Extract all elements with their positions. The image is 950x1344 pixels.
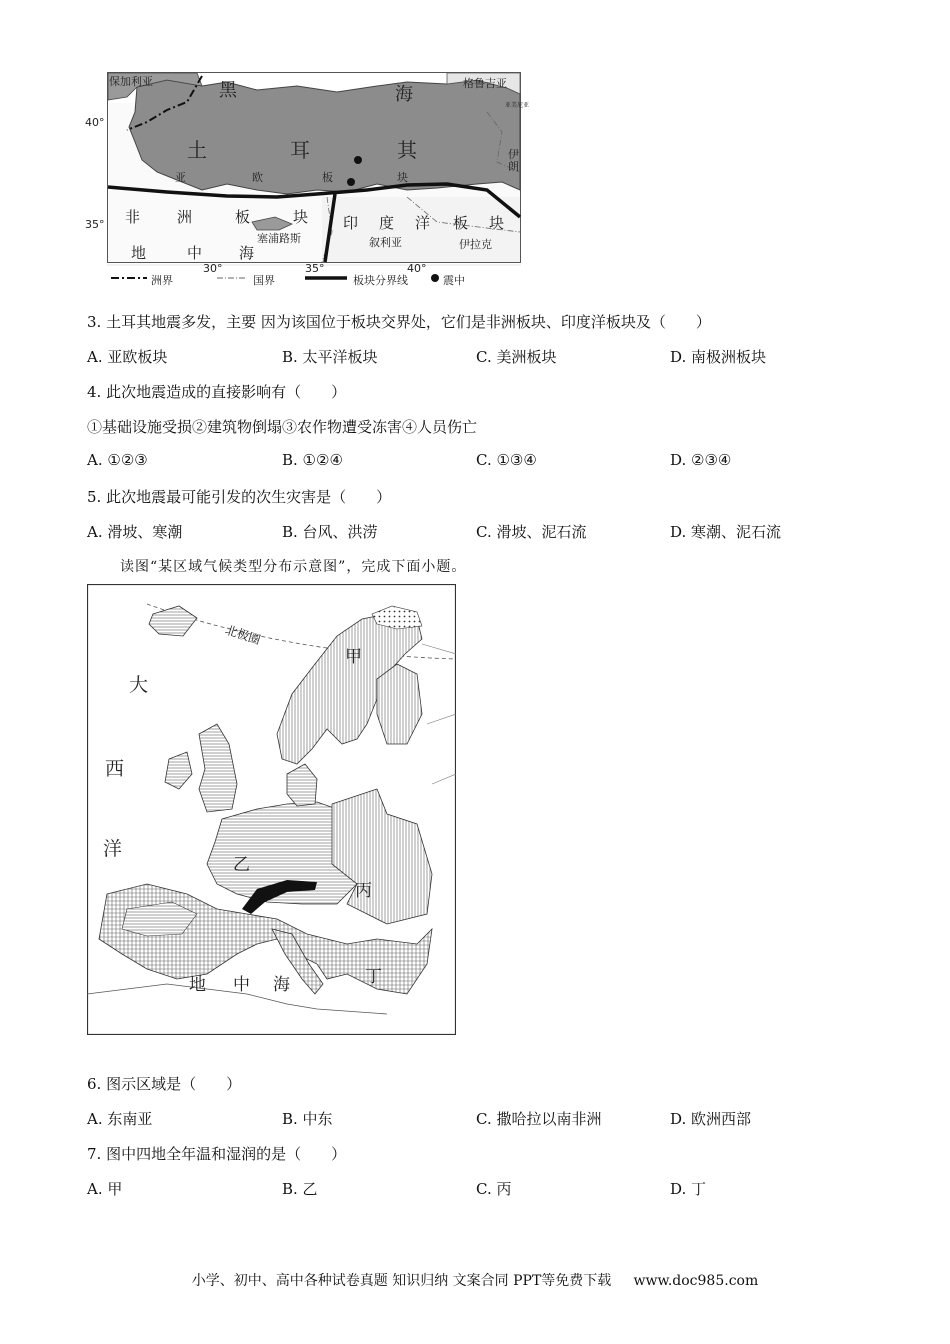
question-5-option-b[interactable]: B. 台风、洪涝 bbox=[282, 523, 378, 541]
question-3-option-d[interactable]: D. 南极洲板块 bbox=[670, 348, 767, 366]
label-africa-2: 洲 bbox=[177, 208, 193, 226]
label-iran-2: 朗 bbox=[508, 160, 519, 173]
question-7-option-d[interactable]: D. 丁 bbox=[670, 1180, 707, 1198]
label-indian-3: 洋 bbox=[415, 214, 431, 232]
question-3-option-b[interactable]: B. 太平洋板块 bbox=[282, 348, 378, 366]
question-6-option-d[interactable]: D. 欧洲西部 bbox=[670, 1110, 752, 1128]
label-atlantic-3: 洋 bbox=[103, 838, 123, 860]
label-indian-4: 板 bbox=[453, 214, 469, 232]
question-5-option-c[interactable]: C. 滑坡、泥石流 bbox=[476, 523, 587, 541]
footer-url[interactable]: www.doc985.com bbox=[633, 1273, 759, 1289]
page-footer bbox=[0, 1270, 950, 1290]
question-5-stem: 5. 此次地震最可能引发的次生灾害是（ ） bbox=[87, 488, 392, 506]
question-5-option-a[interactable]: A. 滑坡、寒潮 bbox=[87, 523, 183, 541]
legend-plate-boundary: 板块分界线 bbox=[353, 274, 408, 287]
footer-text: 小学、初中、高中各种试卷真题 知识归纳 文案合同 PPT等免费下载 bbox=[191, 1273, 612, 1289]
label-lon35: 35° bbox=[305, 262, 325, 275]
label-eurasia-1: 亚 bbox=[175, 171, 186, 184]
question-4-substem: ①基础设施受损②建筑物倒塌③农作物遭受冻害④人员伤亡 bbox=[87, 418, 478, 436]
label-africa-4: 块 bbox=[293, 208, 309, 226]
label-georgia: 格鲁吉亚 bbox=[463, 77, 507, 90]
legend-continent-boundary: 洲界 bbox=[151, 274, 173, 287]
question-5-option-d[interactable]: D. 寒潮、泥石流 bbox=[670, 523, 782, 541]
label-bing: 丙 bbox=[355, 881, 372, 901]
label-syria: 叙利亚 bbox=[369, 236, 402, 249]
label-black-sea-1: 黑 bbox=[219, 80, 237, 101]
label-lat35: 35° bbox=[85, 218, 105, 231]
label-med-sea-1: 地 bbox=[189, 975, 206, 995]
label-eurasia-2: 欧 bbox=[252, 171, 263, 184]
label-atlantic-1: 大 bbox=[129, 674, 149, 696]
label-med-1: 地 bbox=[131, 244, 147, 262]
question-7-option-b[interactable]: B. 乙 bbox=[282, 1180, 318, 1198]
label-iran-1: 伊 bbox=[508, 148, 519, 161]
question-7-option-c[interactable]: C. 丙 bbox=[476, 1180, 512, 1198]
label-iraq: 伊拉克 bbox=[459, 238, 492, 251]
label-eurasia-3: 板 bbox=[322, 171, 333, 184]
label-med-sea-2: 中 bbox=[233, 975, 250, 995]
label-med-3: 海 bbox=[239, 244, 255, 262]
label-turkey-3: 其 bbox=[397, 138, 417, 162]
label-turkey-2: 耳 bbox=[290, 138, 310, 162]
label-eurasia-4: 块 bbox=[397, 171, 408, 184]
question-6-option-a[interactable]: A. 东南亚 bbox=[87, 1110, 153, 1128]
intro-text: 读图“某区域气候类型分布示意图”，完成下面小题。 bbox=[120, 559, 467, 575]
label-africa-3: 板 bbox=[235, 208, 251, 226]
question-6-option-b[interactable]: B. 中东 bbox=[282, 1110, 333, 1128]
label-black-sea-2: 海 bbox=[395, 84, 413, 105]
legend-national-boundary: 国界 bbox=[253, 274, 275, 287]
label-bulgaria: 保加利亚 bbox=[109, 75, 153, 88]
question-4-option-d[interactable]: D. ②③④ bbox=[670, 451, 732, 469]
label-armenia: 亚美尼亚 bbox=[505, 102, 530, 109]
question-6-stem: 6. 图示区域是（ ） bbox=[87, 1075, 242, 1093]
question-6-option-c[interactable]: C. 撒哈拉以南非洲 bbox=[476, 1110, 602, 1128]
label-yi: 乙 bbox=[233, 855, 250, 875]
legend-epicenter: 震中 bbox=[443, 274, 465, 287]
question-3-stem: 3. 土耳其地震多发，主要 因为该国位于板块交界处，它们是非洲板块、印度洋板块及（ ） bbox=[87, 313, 711, 331]
question-7-stem: 7. 图中四地全年温和湿润的是（ ） bbox=[87, 1145, 347, 1163]
label-ding: 丁 bbox=[365, 967, 382, 987]
question-7-option-a[interactable]: A. 甲 bbox=[87, 1180, 123, 1198]
label-med-2: 中 bbox=[187, 244, 203, 262]
europe-climate-map bbox=[87, 584, 456, 1035]
label-indian-5: 块 bbox=[489, 214, 505, 232]
label-lat40: 40° bbox=[85, 116, 105, 129]
label-africa-1: 非 bbox=[125, 208, 141, 226]
label-lon30: 30° bbox=[203, 262, 223, 275]
question-4-stem: 4. 此次地震造成的直接影响有（ ） bbox=[87, 383, 347, 401]
question-4-option-a[interactable]: A. ①②③ bbox=[87, 451, 148, 469]
turkey-earthquake-map bbox=[85, 72, 530, 290]
label-indian-1: 印 bbox=[343, 214, 359, 232]
label-cyprus: 塞浦路斯 bbox=[257, 232, 301, 245]
label-indian-2: 度 bbox=[379, 214, 395, 232]
question-3-option-c[interactable]: C. 美洲板块 bbox=[476, 348, 557, 366]
question-4-option-b[interactable]: B. ①②④ bbox=[282, 451, 343, 469]
question-4-option-c[interactable]: C. ①③④ bbox=[476, 451, 537, 469]
label-lon40: 40° bbox=[407, 262, 427, 275]
label-atlantic-2: 西 bbox=[105, 758, 125, 780]
label-turkey-1: 土 bbox=[187, 138, 207, 162]
label-med-sea-3: 海 bbox=[273, 975, 290, 995]
label-arctic-circle: 北极圈 bbox=[223, 622, 263, 648]
label-jia: 甲 bbox=[345, 647, 362, 667]
question-3-option-a[interactable]: A. 亚欧板块 bbox=[87, 348, 168, 366]
